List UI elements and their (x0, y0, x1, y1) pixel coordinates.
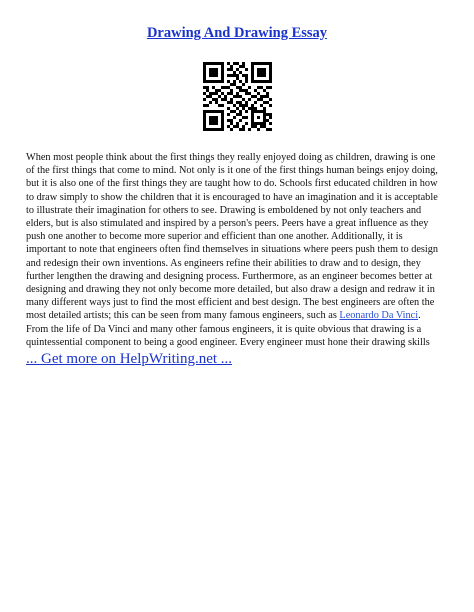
essay-paragraph-part2: . From the life of Da Vinci and many other famous engineers, it is quite obvious that drawing is a quintessential component to being a good engineer. Every engineer must hone their drawing skills (26, 310, 430, 348)
essay-excerpt (26, 151, 450, 349)
qr-code-icon (203, 62, 272, 131)
get-more-link[interactable]: ... Get more on HelpWriting.net ... (26, 351, 233, 367)
document-title[interactable]: Drawing And Drawing Essay (146, 25, 328, 41)
leonardo-da-vinci-link[interactable]: Leonardo Da Vinci (339, 310, 419, 322)
essay-paragraph-part1: When most people think about the first things they really enjoyed doing as children, drawing is one of the first things that come to mind. Not only is it one of the first things human beings enjoy doing, but it is also one of the first things they are taught how to do. Schools first educated children in how to draw simply to show the children that it is encouraged to have an imagination and it is acceptable to illustrate their imagination for others to see. Drawing is emboldened by not only teachers and elders, but is also stimulated and inspired by a person's peers. Peers have a great influence as they push one another to become more superior and efficient than one another. Additionally, it is important to note that engineers often find themselves in situations where peers push them to design and redesign their own inventions. As engineers refine their abilities to draw and to design, they further lengthen the drawing and designing process. Furthermore, as an engineer becomes better at designing and drawing they not only become more detailed, but also draw a design and redraw it in many different ways just to find the most efficient and best design. The best engineers are often the most detailed artists; this can be seen from many famous engineers, such as (26, 152, 439, 322)
